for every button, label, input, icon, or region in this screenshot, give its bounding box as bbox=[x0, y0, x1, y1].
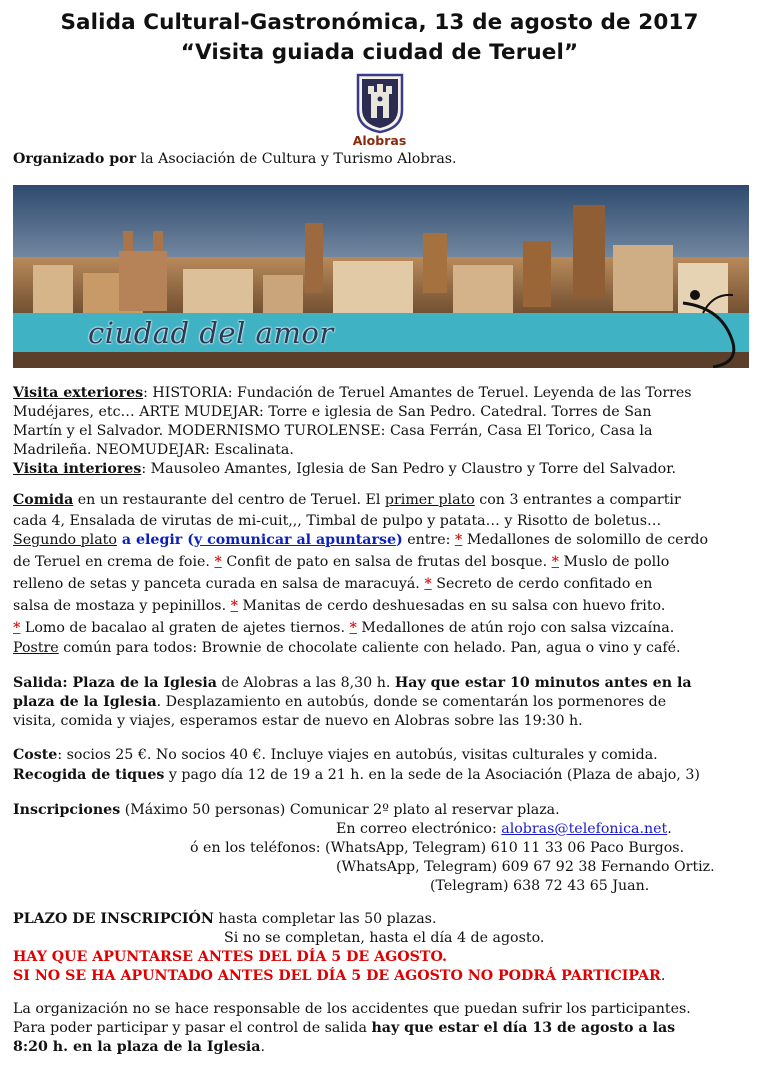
visits-ext-line-2: Mudéjares, etc… ARTE MUDEJAR: Torre e iglesia de San Pedro. Catedral. Torres de San bbox=[13, 404, 652, 420]
food-line-8: Postre común para todos: Brownie de chocolate caliente con helado. Pan, agua o vino y café. bbox=[13, 640, 681, 656]
food-line-4: de Teruel en crema de foie. * Confit de pato en salsa de frutas del bosque. * Muslo de pollo bbox=[13, 554, 670, 570]
email-link[interactable]: alobras@telefonica.net bbox=[501, 821, 668, 837]
deadline-line: PLAZO DE INSCRIPCIÓN hasta completar las 50 plazas. bbox=[13, 911, 437, 927]
food-line-1: Comida en un restaurante del centro de Teruel. El primer plato con 3 entrantes a compartir bbox=[13, 492, 681, 508]
food-line-5: relleno de setas y panceta curada en salsa de maracuyá. * Secreto de cerdo confitado en bbox=[13, 576, 653, 592]
food-line-6: salsa de mostaza y pepinillos. * Manitas de cerdo deshuesadas en su salsa con huevo frito. bbox=[13, 598, 666, 614]
banner-caption: ciudad del amor bbox=[88, 316, 334, 350]
footer-line-3: 8:20 h. en la plaza de la Iglesia. bbox=[13, 1039, 265, 1055]
visits-int-line: Visita interiores: Mausoleo Amantes, Iglesia de San Pedro y Claustro y Torre del Salvador. bbox=[13, 461, 676, 477]
phone-line-3: (Telegram) 638 72 43 65 Juan. bbox=[430, 878, 650, 894]
logo-name: Alobras bbox=[352, 133, 407, 148]
page-subtitle: “Visita guiada ciudad de Teruel” bbox=[180, 40, 579, 65]
alobras-shield-logo bbox=[355, 72, 405, 134]
departure-line-2: plaza de la Iglesia. Desplazamiento en autobús, donde se comentarán los pormenores de bbox=[13, 694, 667, 710]
cost-line: Coste: socios 25 €. No socios 40 €. Incluye viajes en autobús, visitas culturales y comida. bbox=[13, 747, 658, 763]
inscriptions-line: Inscripciones (Máximo 50 personas) Comunicar 2º plato al reservar plaza. bbox=[13, 802, 560, 818]
food-line-2: cada 4, Ensalada de virutas de mi-cuit,,, Timbal de pulpo y patata… y Risotto de boletus… bbox=[13, 513, 662, 529]
deadline-line-2: Si no se completan, hasta el día 4 de agosto. bbox=[224, 930, 545, 946]
food-line-3: Segundo plato a elegir (y comunicar al apuntarse) entre: * Medallones de solomillo de cerdo bbox=[13, 532, 708, 548]
phone-line-2: (WhatsApp, Telegram) 609 67 92 38 Fernando Ortiz. bbox=[336, 859, 715, 875]
departure-line-3: visita, comida y viajes, esperamos estar de nuevo en Alobras sobre las 19:30 h. bbox=[13, 713, 583, 729]
deadline-warning-2: SI NO SE HA APUNTADO ANTES DEL DÍA 5 DE AGOSTO NO PODRÁ PARTICIPAR. bbox=[13, 968, 666, 984]
page-title: Salida Cultural-Gastronómica, 13 de agosto de 2017 bbox=[60, 10, 699, 35]
email-line: En correo electrónico: alobras@telefonica.net. bbox=[336, 821, 672, 837]
visits-ext-line-3: Martín y el Salvador. MODERNISMO TUROLENSE: Casa Ferrán, Casa El Torico, Casa la bbox=[13, 423, 653, 439]
departure-line-1: Salida: Plaza de la Iglesia de Alobras a las 8,30 h. Hay que estar 10 minutos antes en la bbox=[13, 675, 692, 691]
organizer-line: Organizado por la Asociación de Cultura y Turismo Alobras. bbox=[13, 151, 457, 167]
phone-line-1: ó en los teléfonos: (WhatsApp, Telegram) 610 11 33 06 Paco Burgos. bbox=[190, 840, 685, 856]
tickets-line: Recogida de tiques y pago día 12 de 19 a 21 h. en la sede de la Asociación (Plaza de abajo, 3) bbox=[13, 767, 700, 783]
footer-line-2: Para poder participar y pasar el control de salida hay que estar el día 13 de agosto a las bbox=[13, 1020, 676, 1036]
visits-ext-line-1: Visita exteriores: HISTORIA: Fundación de Teruel Amantes de Teruel. Leyenda de las Torres bbox=[13, 385, 692, 401]
visits-ext-line-4: Madrileña. NEOMUDEJAR: Escalinata. bbox=[13, 442, 294, 458]
footer-line-1: La organización no se hace responsable de los accidentes que puedan sufrir los participantes. bbox=[13, 1001, 691, 1017]
food-line-7: * Lomo de bacalao al graten de ajetes tiernos. * Medallones de atún rojo con salsa vizcaína. bbox=[13, 620, 675, 636]
deadline-warning-1: HAY QUE APUNTARSE ANTES DEL DÍA 5 DE AGOSTO. bbox=[13, 949, 447, 965]
